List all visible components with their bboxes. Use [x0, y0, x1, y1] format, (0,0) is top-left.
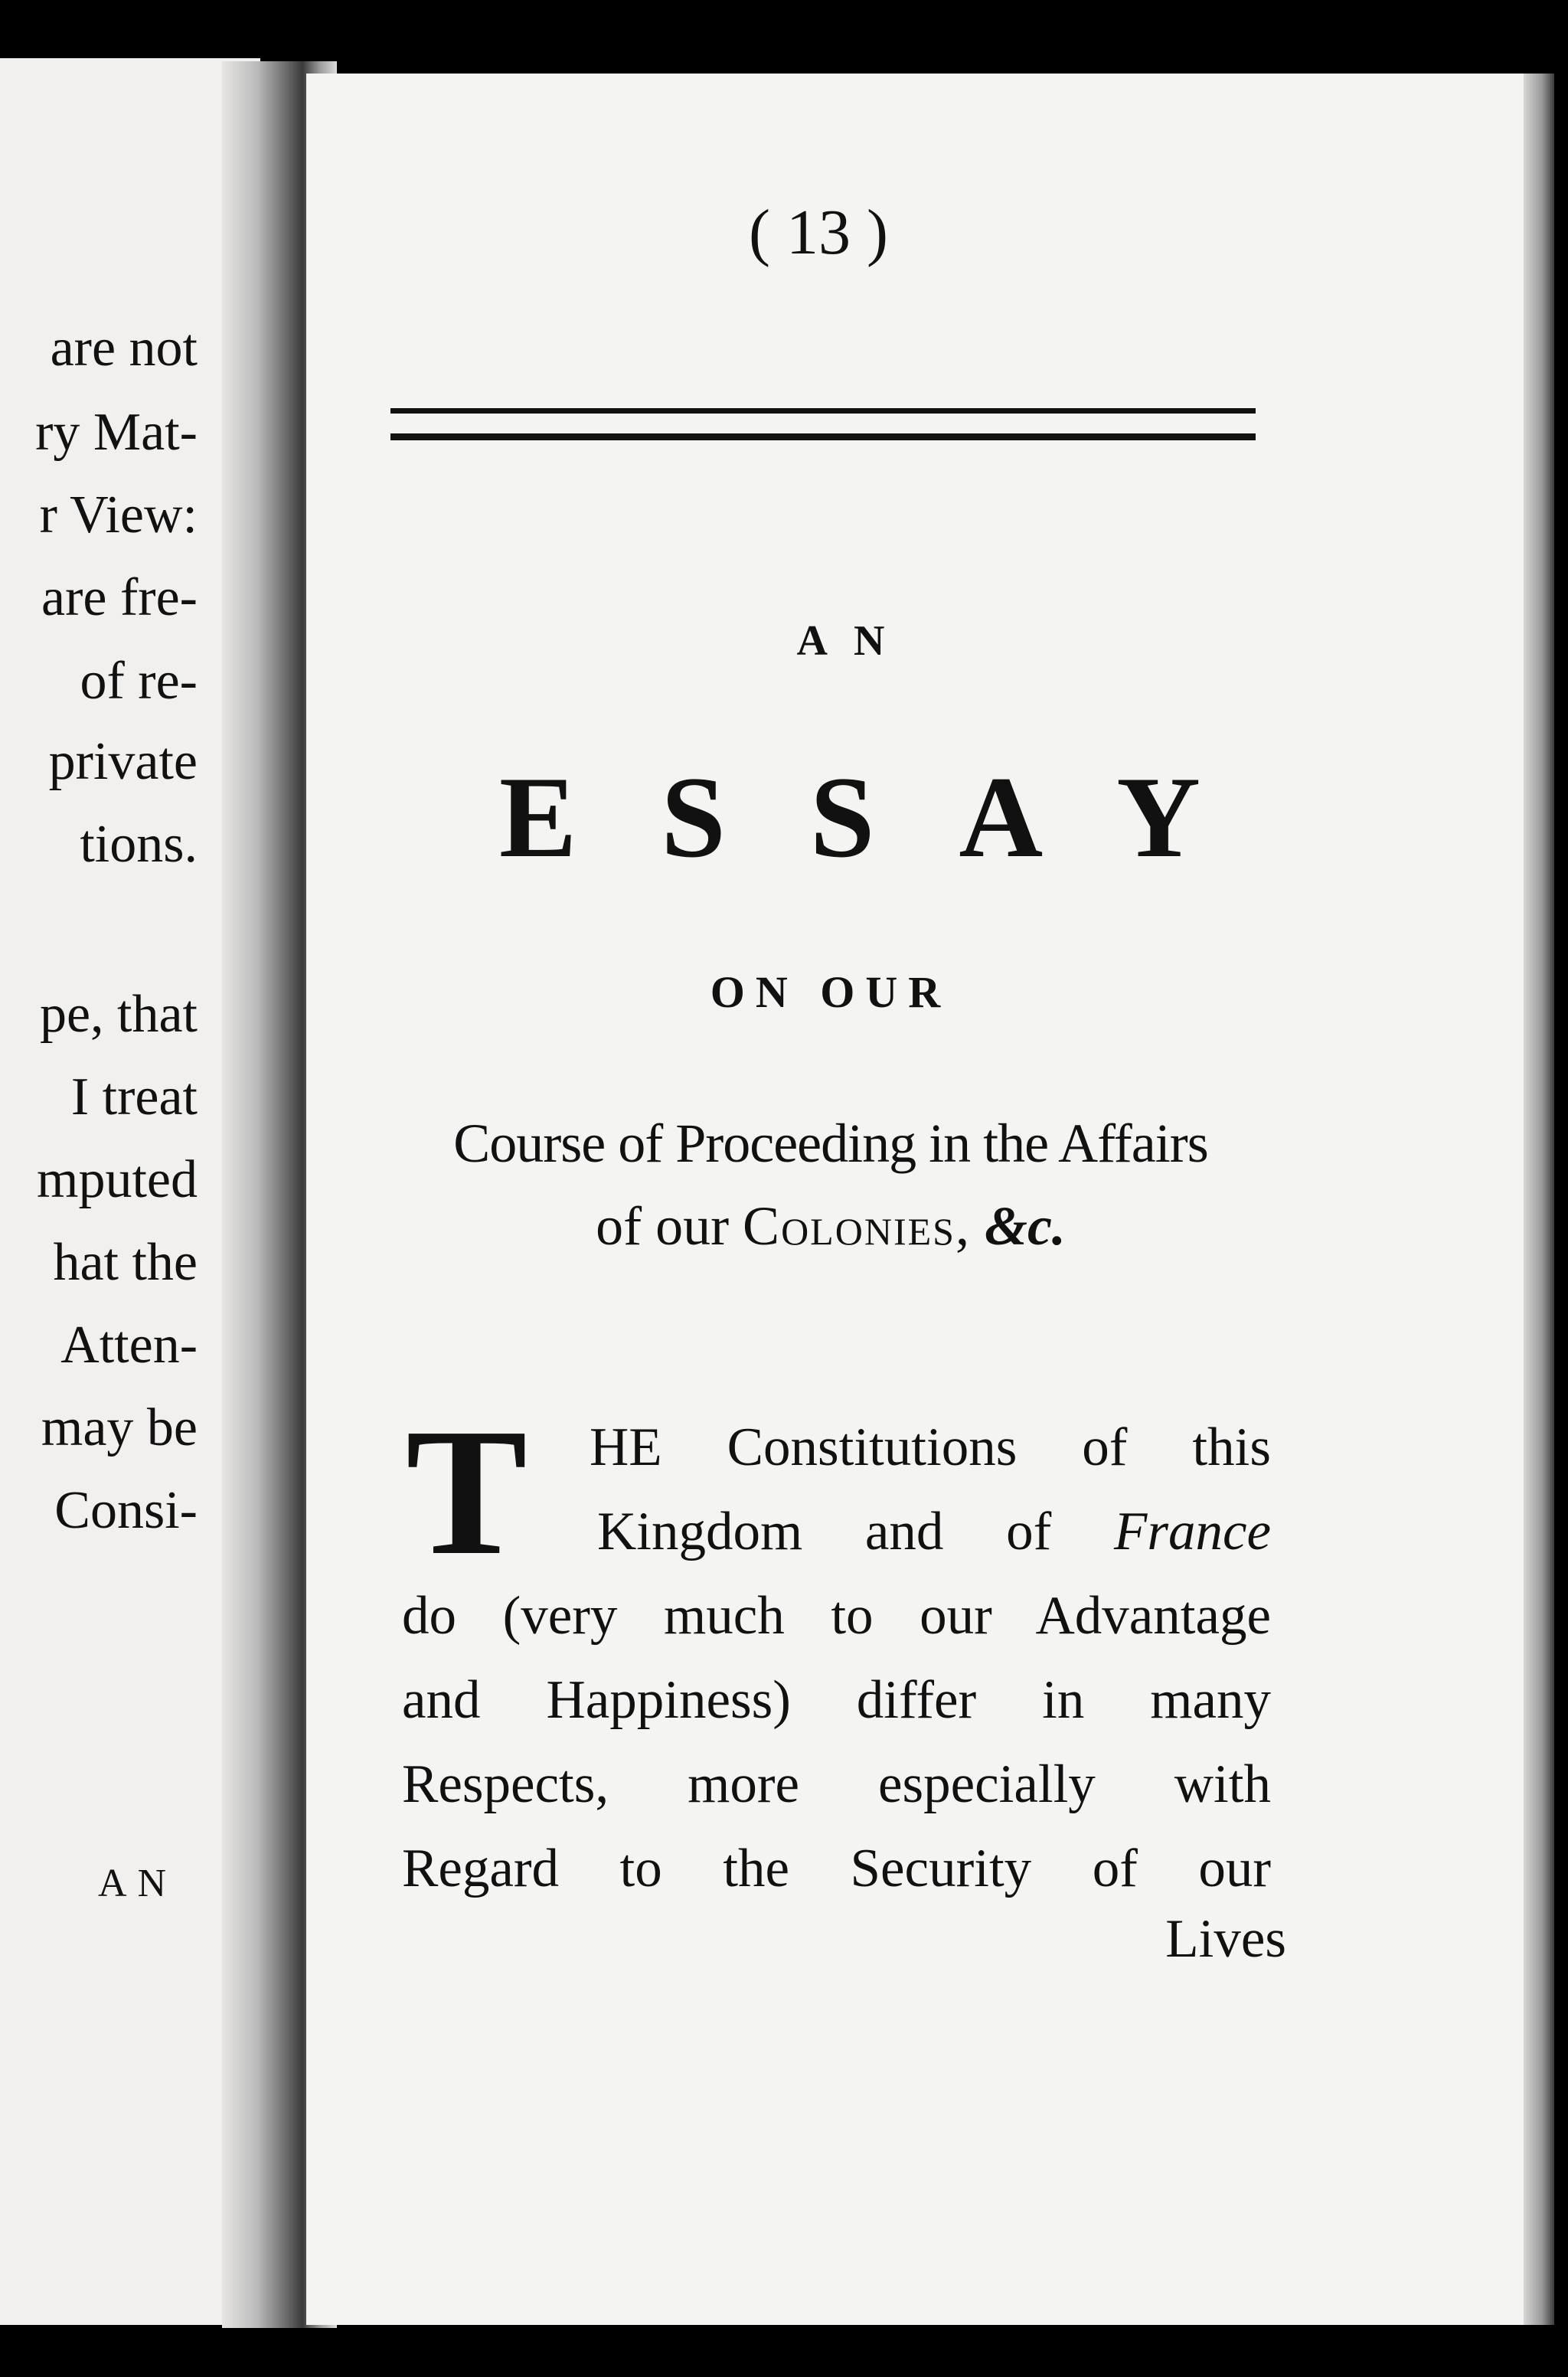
- left-line: hat the: [53, 1233, 198, 1292]
- subtitle-etc: &c.: [984, 1195, 1066, 1257]
- title-rule-bottom: [390, 433, 1256, 440]
- body-line-text: Regard to the Security of our: [402, 1839, 1271, 1898]
- body-line-text: and Happiness) differ in many: [402, 1670, 1271, 1730]
- page-edge: [1524, 74, 1554, 2325]
- body-line-text: do (very much to our Advantage: [402, 1586, 1271, 1646]
- body-line: [402, 1839, 1271, 1898]
- left-line: may be: [41, 1398, 198, 1457]
- body-line: [402, 1586, 1271, 1646]
- body-line-text: [597, 1502, 1271, 1561]
- left-line: of re-: [80, 652, 198, 711]
- subtitle-colonies: Colonies,: [743, 1195, 971, 1257]
- left-line: r View:: [39, 486, 198, 544]
- left-line: mputed: [37, 1150, 198, 1209]
- subtitle-line-1: Course of Proceeding in the Affairs: [453, 1113, 1208, 1174]
- subtitle-line-2: [390, 1195, 1271, 1258]
- body-line: [597, 1502, 1271, 1561]
- heading-essay: ESSAY: [498, 753, 1285, 881]
- subtitle-text: of our: [596, 1195, 743, 1257]
- body-line: [402, 1754, 1271, 1814]
- left-line: are fre-: [41, 568, 198, 627]
- body-text: Kingdom and of: [597, 1502, 1114, 1561]
- body-italic-text: France: [1113, 1502, 1271, 1561]
- left-line: I treat: [70, 1068, 198, 1126]
- left-line: Atten-: [60, 1316, 198, 1375]
- left-line: tions.: [80, 815, 198, 874]
- left-line: Consi-: [54, 1481, 198, 1540]
- body-line-text: Respects, more especially with: [402, 1754, 1271, 1814]
- heading-on-our: ON OUR: [710, 967, 952, 1017]
- title-rule-top: [390, 408, 1256, 414]
- left-line: are not: [50, 319, 198, 378]
- body-line-text: HE Constitutions of this: [590, 1417, 1271, 1477]
- left-line: private: [48, 732, 198, 791]
- heading-an: AN: [796, 617, 911, 665]
- drop-cap: T: [406, 1391, 528, 1593]
- body-line: [590, 1417, 1271, 1477]
- body-line: [402, 1670, 1271, 1730]
- left-line: ry Mat-: [35, 403, 198, 462]
- page-number: ( 13 ): [749, 197, 888, 268]
- left-line: pe, that: [39, 985, 198, 1044]
- left-catchword: AN: [98, 1862, 178, 1905]
- right-catchword: Lives: [1165, 1909, 1286, 1969]
